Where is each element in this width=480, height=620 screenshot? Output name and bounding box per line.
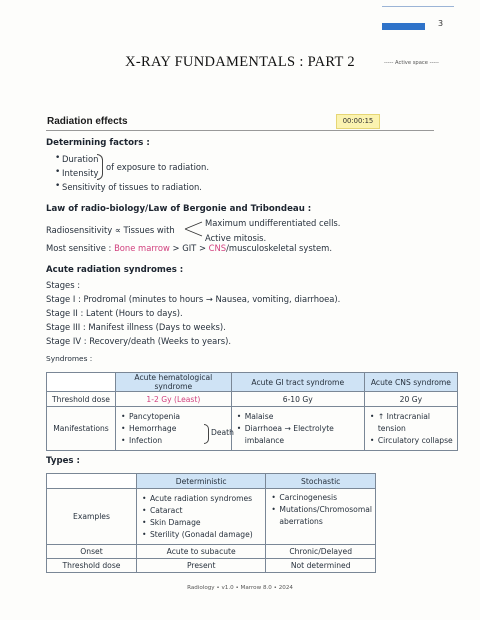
types-header-stochastic: Stochastic xyxy=(266,474,376,489)
page-number: 3 xyxy=(438,19,444,28)
page-title: X-RAY FUNDAMENTALS : PART 2 xyxy=(125,54,355,70)
syndrome-header-heme: Acute hematological syndrome xyxy=(116,373,232,392)
git-text: > GIT > xyxy=(172,243,206,253)
syndrome-table xyxy=(46,372,458,451)
manifestations-label: Manifestations xyxy=(47,407,116,451)
stage-2: Stage II : Latent (Hours to days). xyxy=(46,308,183,318)
syndrome-header-gi: Acute GI tract syndrome xyxy=(231,373,364,392)
deterministic-item: • Sterility (Gonadal damage) xyxy=(150,529,262,541)
ars-heading: Acute radiation syndromes : xyxy=(46,265,184,275)
law-branch-1: Maximum undifferentiated cells. xyxy=(205,218,341,228)
radiosensitivity-text: Radiosensitivity ∝ Tissues with xyxy=(46,225,175,235)
syndrome-header-empty xyxy=(47,373,116,392)
branch-arrows xyxy=(184,219,204,239)
most-sensitive-line xyxy=(46,243,332,253)
types-header-deterministic: Deterministic xyxy=(136,474,265,489)
factor-brace xyxy=(97,154,103,180)
factor-duration: • Duration xyxy=(62,154,98,164)
section-title: Radiation effects xyxy=(47,116,128,127)
stochastic-item: • Mutations/Chromosomal aberrations xyxy=(279,504,372,528)
types-heading: Types : xyxy=(46,456,80,466)
threshold-row xyxy=(47,392,458,407)
manifestations-row xyxy=(47,407,458,451)
heme-item: • Infection xyxy=(129,435,228,447)
factor-intensity: • Intensity xyxy=(62,168,98,178)
cns-item: • ↑ Intracranial tension xyxy=(378,411,454,435)
syndrome-table-header xyxy=(47,373,458,392)
death-label: Death xyxy=(211,428,234,437)
header-line xyxy=(382,6,454,7)
stage-3: Stage III : Manifest illness (Days to weeks). xyxy=(46,322,226,332)
section-divider xyxy=(46,130,434,131)
types-threshold-label: Threshold dose xyxy=(47,559,137,573)
cns-item: • Circulatory collapse xyxy=(378,435,454,447)
manifestations-cns xyxy=(364,407,457,451)
threshold-stochastic: Not determined xyxy=(266,559,376,573)
deterministic-item: • Cataract xyxy=(150,505,262,517)
examples-row xyxy=(47,489,376,545)
examples-label: Examples xyxy=(47,489,137,545)
threshold-gi: 6-10 Gy xyxy=(231,392,364,407)
determining-heading: Determining factors : xyxy=(46,138,150,148)
heme-item: • Pancytopenia xyxy=(129,411,228,423)
types-header-empty xyxy=(47,474,137,489)
onset-label: Onset xyxy=(47,545,137,559)
manifestations-heme xyxy=(116,407,232,451)
bone-marrow-highlight: Bone marrow xyxy=(114,243,170,253)
syndromes-label: Syndromes : xyxy=(46,354,93,363)
onset-stochastic: Chronic/Delayed xyxy=(266,545,376,559)
law-heading: Law of radio-biology/Law of Bergonie and Tribondeau : xyxy=(46,204,312,214)
types-threshold-row xyxy=(47,559,376,573)
stochastic-item: • Carcinogenesis xyxy=(279,492,372,504)
cns-highlight: CNS xyxy=(208,243,227,253)
gi-item: • Diarrhoea → Electrolyte imbalance xyxy=(245,423,361,447)
header-accent-bar xyxy=(382,23,425,30)
types-table-header xyxy=(47,474,376,489)
gi-item: • Malaise xyxy=(245,411,361,423)
law-branch-2: Active mitosis. xyxy=(205,233,267,243)
factor-sensitivity: • Sensitivity of tissues to radiation. xyxy=(62,182,202,192)
syndrome-header-cns: Acute CNS syndrome xyxy=(364,373,457,392)
death-brace xyxy=(204,424,209,444)
deterministic-item: • Acute radiation syndromes xyxy=(150,493,262,505)
most-sensitive-rest: /musculoskeletal system. xyxy=(226,243,332,253)
page-footer: Radiology • v1.0 • Marrow 8.0 • 2024 xyxy=(187,585,293,591)
threshold-deterministic: Present xyxy=(136,559,265,573)
manifestations-gi xyxy=(231,407,364,451)
onset-row xyxy=(47,545,376,559)
stage-1: Stage I : Prodromal (minutes to hours → Nausea, vomiting, diarrhoea). xyxy=(46,294,341,304)
types-table xyxy=(46,473,376,573)
onset-deterministic: Acute to subacute xyxy=(136,545,265,559)
factor-brace-note: of exposure to radiation. xyxy=(106,162,210,172)
active-space-label: ----- Active space ----- xyxy=(384,60,439,66)
threshold-heme: 1-2 Gy (Least) xyxy=(116,392,232,407)
threshold-label: Threshold dose xyxy=(47,392,116,407)
deterministic-item: • Skin Damage xyxy=(150,517,262,529)
deterministic-examples xyxy=(136,489,265,545)
most-sensitive-label: Most sensitive : xyxy=(46,243,112,253)
stage-4: Stage IV : Recovery/death (Weeks to years). xyxy=(46,336,232,346)
threshold-cns: 20 Gy xyxy=(364,392,457,407)
video-timestamp[interactable]: 00:00:15 xyxy=(336,114,380,129)
heme-item: • Hemorrhage xyxy=(129,423,228,435)
stages-label: Stages : xyxy=(46,280,81,290)
stochastic-examples xyxy=(266,489,376,545)
